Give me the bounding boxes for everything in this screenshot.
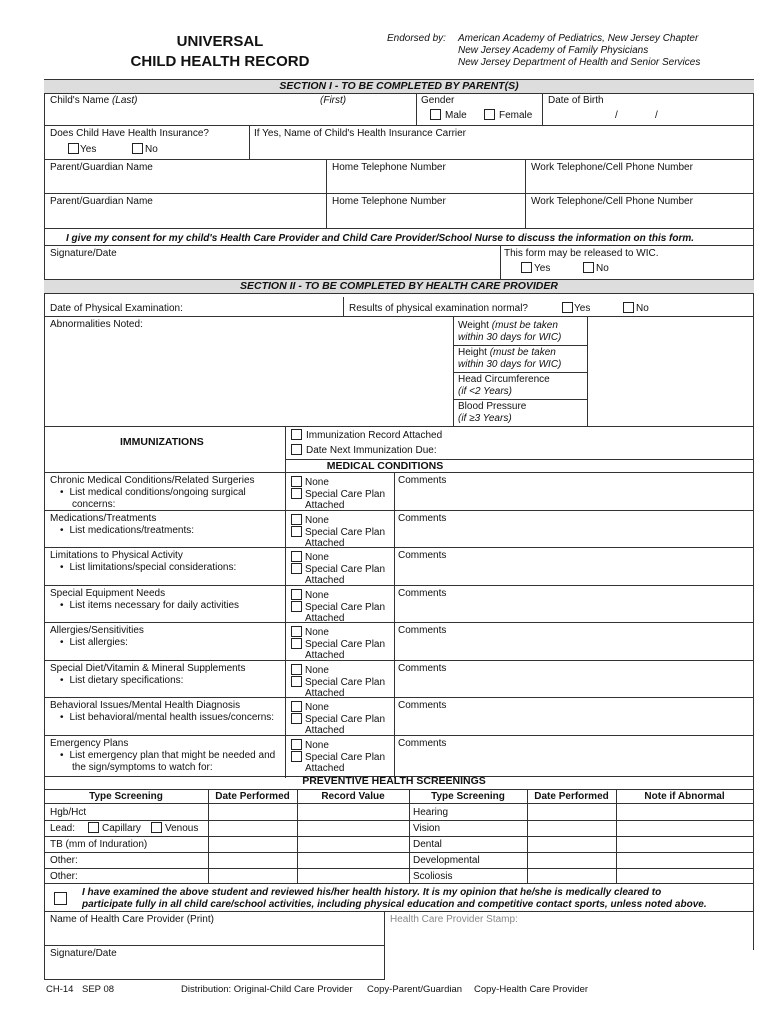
condition-none-checkbox[interactable] xyxy=(291,589,302,600)
condition-plan-label-2: Attached xyxy=(305,650,345,661)
insurance-no-checkbox[interactable] xyxy=(132,143,143,154)
head-circ-note: (if <2 Years) xyxy=(458,386,513,397)
screening-left-label: Other: xyxy=(50,871,78,882)
normal-yes-label: Yes xyxy=(574,303,591,314)
condition-title: Medications/Treatments xyxy=(50,512,157,524)
screening-right-label: Developmental xyxy=(413,855,480,866)
condition-bullet: • List limitations/special considerations: xyxy=(60,562,236,574)
condition-title: Behavioral Issues/Mental Health Diagnosis xyxy=(50,700,241,711)
insurance-yes-checkbox[interactable] xyxy=(68,143,79,154)
screening-header: Note if Abnormal xyxy=(644,791,725,802)
child-name-text: Child's Name xyxy=(50,95,110,106)
work-phone-label-2: Work Telephone/Cell Phone Number xyxy=(531,196,693,207)
consent-statement: I give my consent for my child's Health Care Provider and Child Care Provider/School Nurse to discuss the information on this form. xyxy=(66,233,695,244)
screening-header: Record Value xyxy=(321,791,385,802)
section1-title: SECTION I - TO BE COMPLETED BY PARENT(S) xyxy=(44,79,754,94)
gender-label: Gender xyxy=(421,95,455,106)
endorsed-label: Endorsed by: xyxy=(387,33,446,44)
first-name-hint: (First) xyxy=(320,95,347,106)
condition-plan-checkbox[interactable] xyxy=(291,526,302,537)
condition-none-label: None xyxy=(305,477,329,488)
condition-plan-label: Special Care Plan xyxy=(305,714,386,725)
male-label: Male xyxy=(445,110,467,121)
condition-plan-checkbox[interactable] xyxy=(291,563,302,574)
condition-title: Special Equipment Needs xyxy=(50,587,166,599)
insurance-no-label: No xyxy=(145,144,158,155)
lead-venous-checkbox[interactable] xyxy=(151,822,162,833)
distribution-label: Distribution: Original-Child Care Provider xyxy=(181,984,353,995)
condition-comments-label: Comments xyxy=(398,662,447,674)
imm-next-checkbox[interactable] xyxy=(291,444,302,455)
provider-stamp-label: Health Care Provider Stamp: xyxy=(390,914,518,925)
abnormalities-label: Abnormalities Noted: xyxy=(50,319,143,330)
condition-none-checkbox[interactable] xyxy=(291,476,302,487)
normal-yes-checkbox[interactable] xyxy=(562,302,573,313)
copy-provider: Copy-Health Care Provider xyxy=(474,984,589,995)
section2-title: SECTION II - TO BE COMPLETED BY HEALTH CARE PROVIDER xyxy=(44,279,754,294)
condition-plan-label-2: Attached xyxy=(305,725,345,736)
condition-comments-label: Comments xyxy=(398,737,447,749)
screening-left-label: TB (mm of Induration) xyxy=(50,839,148,850)
wic-no-checkbox[interactable] xyxy=(583,262,594,273)
condition-none-label: None xyxy=(305,589,329,601)
condition-comments-label: Comments xyxy=(398,475,447,486)
condition-plan-checkbox[interactable] xyxy=(291,601,302,612)
form-date: SEP 08 xyxy=(82,984,115,995)
insurance-question: Does Child Have Health Insurance? xyxy=(50,128,209,139)
condition-plan-label: Special Care Plan xyxy=(305,676,386,688)
condition-comments-label: Comments xyxy=(398,700,447,711)
screenings-title: PREVENTIVE HEALTH SCREENINGS xyxy=(302,775,486,787)
immunizations-heading: IMMUNIZATIONS xyxy=(120,436,204,448)
lead-venous-label: Venous xyxy=(165,823,199,834)
form-title-line1: UNIVERSAL xyxy=(176,33,264,50)
condition-plan-label-2: Attached xyxy=(305,762,345,774)
form-title-line2: CHILD HEALTH RECORD xyxy=(130,53,310,70)
blood-pressure-label: Blood Pressure xyxy=(458,401,527,412)
condition-plan-label: Special Care Plan xyxy=(305,489,386,500)
condition-plan-label: Special Care Plan xyxy=(305,601,386,613)
clearance-checkbox[interactable] xyxy=(54,892,67,905)
endorser-2: New Jersey Academy of Family Physicians xyxy=(458,45,649,56)
condition-none-checkbox[interactable] xyxy=(291,626,302,637)
condition-plan-checkbox[interactable] xyxy=(291,713,302,724)
dob-separator-1: / xyxy=(615,110,618,121)
dob-label: Date of Birth xyxy=(548,95,604,106)
condition-comments-label: Comments xyxy=(398,625,447,636)
blood-pressure-note: (if ≥3 Years) xyxy=(458,413,512,424)
home-phone-label-1: Home Telephone Number xyxy=(332,162,446,173)
guardian-name-label-1: Parent/Guardian Name xyxy=(50,162,153,173)
screening-left-label: Lead: xyxy=(50,823,76,834)
height-note: within 30 days for WIC) xyxy=(458,359,562,370)
screening-left-label: Hgb/Hct xyxy=(50,807,87,818)
condition-plan-label-2: Attached xyxy=(305,612,345,624)
screening-header: Type Screening xyxy=(89,791,163,802)
condition-bullet: • List behavioral/mental health issues/concerns: xyxy=(60,712,274,724)
wic-yes-checkbox[interactable] xyxy=(521,262,532,273)
normal-no-checkbox[interactable] xyxy=(623,302,634,313)
wic-no-label: No xyxy=(596,263,609,274)
weight-label: Weight (must be taken xyxy=(458,320,558,331)
condition-none-label: None xyxy=(305,514,329,526)
screening-header: Date Performed xyxy=(534,791,609,802)
condition-none-label: None xyxy=(305,552,329,563)
female-checkbox[interactable] xyxy=(484,109,495,120)
condition-none-checkbox[interactable] xyxy=(291,551,302,562)
provider-name-label: Name of Health Care Provider (Print) xyxy=(50,914,214,925)
condition-none-label: None xyxy=(305,627,329,638)
condition-bullet: • List allergies: xyxy=(60,637,128,649)
screening-header: Date Performed xyxy=(215,791,290,802)
condition-plan-checkbox[interactable] xyxy=(291,488,302,499)
condition-plan-checkbox[interactable] xyxy=(291,676,302,687)
condition-bullet: • List dietary specifications: xyxy=(60,675,183,687)
wic-yes-label: Yes xyxy=(534,263,551,274)
condition-plan-label: Special Care Plan xyxy=(305,526,386,538)
imm-attached-label: Immunization Record Attached xyxy=(306,430,443,441)
height-label: Height (must be taken xyxy=(458,347,556,358)
lead-capillary-checkbox[interactable] xyxy=(88,822,99,833)
condition-none-label: None xyxy=(305,702,329,713)
medical-conditions-title: MEDICAL CONDITIONS xyxy=(326,460,444,472)
condition-bullet: concerns: xyxy=(72,499,116,510)
imm-attached-checkbox[interactable] xyxy=(291,429,302,440)
condition-plan-label: Special Care Plan xyxy=(305,564,386,575)
condition-title: Chronic Medical Conditions/Related Surgeries xyxy=(50,475,255,486)
condition-title: Limitations to Physical Activity xyxy=(50,550,183,561)
wic-release-label: This form may be released to WIC. xyxy=(504,248,659,259)
male-checkbox[interactable] xyxy=(430,109,441,120)
screening-right-label: Scoliosis xyxy=(413,871,453,882)
insurance-yes-label: Yes xyxy=(80,144,97,155)
endorser-3: New Jersey Department of Health and Senior Services xyxy=(458,57,701,68)
provider-signature-label: Signature/Date xyxy=(50,948,117,959)
condition-bullet: • List emergency plan that might be needed and xyxy=(60,750,275,762)
child-name-label xyxy=(50,95,138,107)
lead-capillary-label: Capillary xyxy=(102,823,141,834)
home-phone-label-2: Home Telephone Number xyxy=(332,196,446,207)
female-label: Female xyxy=(499,110,533,121)
endorser-1: American Academy of Pediatrics, New Jersey Chapter xyxy=(458,33,699,44)
copy-parent: Copy-Parent/Guardian xyxy=(367,984,463,995)
condition-comments-label: Comments xyxy=(398,587,447,599)
condition-plan-label: Special Care Plan xyxy=(305,639,386,650)
last-name-hint: (Last) xyxy=(111,95,138,106)
screening-header: Type Screening xyxy=(431,791,505,802)
normal-no-label: No xyxy=(636,303,649,314)
condition-plan-checkbox[interactable] xyxy=(291,751,302,762)
screening-right-label: Dental xyxy=(413,839,442,850)
clearance-statement-1: I have examined the above student and reviewed his/her health history. It is my opinion that he/she is medically cleared to xyxy=(82,887,662,898)
screening-left-label: Other: xyxy=(50,855,78,866)
form-id: CH-14 xyxy=(46,984,74,995)
condition-bullet: • List medical conditions/ongoing surgical xyxy=(60,487,246,499)
condition-bullet: • List items necessary for daily activities xyxy=(60,600,239,612)
clearance-statement-2: participate fully in all child care/school activities, including physical education and competitive contact sports, unless noted above. xyxy=(82,899,707,910)
head-circ-label: Head Circumference xyxy=(458,374,550,385)
condition-none-checkbox[interactable] xyxy=(291,701,302,712)
screening-right-label: Vision xyxy=(413,823,441,834)
work-phone-label-1: Work Telephone/Cell Phone Number xyxy=(531,162,693,173)
condition-comments-label: Comments xyxy=(398,512,447,524)
condition-plan-label: Special Care Plan xyxy=(305,751,386,763)
condition-plan-label-2: Attached xyxy=(305,575,345,586)
condition-none-checkbox[interactable] xyxy=(291,514,302,525)
carrier-label: If Yes, Name of Child's Health Insurance Carrier xyxy=(254,128,467,139)
condition-title: Special Diet/Vitamin & Mineral Supplements xyxy=(50,662,246,674)
parent-signature-label: Signature/Date xyxy=(50,248,117,259)
imm-next-label: Date Next Immunization Due: xyxy=(306,445,437,456)
guardian-name-label-2: Parent/Guardian Name xyxy=(50,196,153,207)
condition-title: Emergency Plans xyxy=(50,737,129,749)
results-normal-label: Results of physical examination normal? xyxy=(349,303,528,314)
weight-note: within 30 days for WIC) xyxy=(458,332,562,343)
condition-title: Allergies/Sensitivities xyxy=(50,625,144,636)
dob-separator-2: / xyxy=(655,110,658,121)
condition-plan-label-2: Attached xyxy=(305,500,345,511)
condition-plan-label-2: Attached xyxy=(305,687,345,699)
exam-date-label: Date of Physical Examination: xyxy=(50,303,183,314)
condition-none-label: None xyxy=(305,739,329,751)
condition-comments-label: Comments xyxy=(398,550,447,561)
condition-none-label: None xyxy=(305,664,329,676)
condition-bullet: the sign/symptoms to watch for: xyxy=(72,761,213,773)
condition-none-checkbox[interactable] xyxy=(291,664,302,675)
condition-bullet: • List medications/treatments: xyxy=(60,525,194,537)
condition-plan-label-2: Attached xyxy=(305,537,345,549)
condition-none-checkbox[interactable] xyxy=(291,739,302,750)
condition-plan-checkbox[interactable] xyxy=(291,638,302,649)
screening-right-label: Hearing xyxy=(413,807,449,818)
